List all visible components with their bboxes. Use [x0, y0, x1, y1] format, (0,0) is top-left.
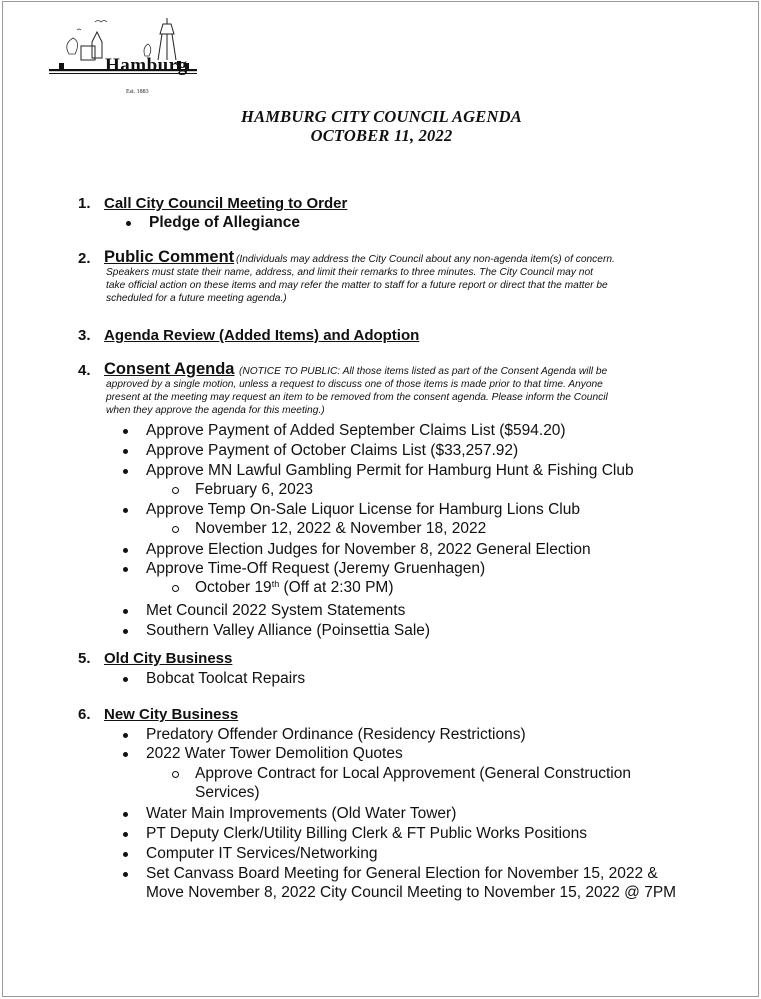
sub-list-item: Approve Contract for Local Approvement (General Construction: [195, 765, 676, 784]
sub-list-item: February 6, 2023: [195, 481, 634, 501]
sub-list-item-continued: Services): [195, 784, 260, 801]
section-heading-agenda-review: Agenda Review (Added Items) and Adoption: [104, 327, 420, 344]
list-item: Approve Payment of Added September Claims List ($594.20): [146, 422, 634, 442]
list-item: Southern Valley Alliance (Poinsettia Sale): [146, 622, 634, 642]
public-comment-note-first: (Individuals may address the City Council about any non-agenda item(s) of concern.: [236, 254, 615, 265]
consent-agenda-note: approved by a single motion, unless a request to discuss one of those items is made prior to that time. Anyone present at the meeting may request an item to be removed from the consent agenda. Please inform the Council when they approve the agenda for this meeting.): [106, 379, 608, 416]
public-comment-note: Speakers must state their name, address, and limit their remarks to three minutes. The City Council may not take official action on these items and may refer the matter to staff for a future report or direct that the matter be scheduled for a future meeting agenda.): [106, 267, 608, 304]
sub-list-item: November 12, 2022 & November 18, 2022: [195, 520, 634, 541]
list-item: Set Canvass Board Meeting for General Election for November 15, 2022 &: [146, 865, 676, 884]
list-item: Bobcat Toolcat Repairs: [146, 670, 305, 688]
section-heading-consent-agenda: Consent Agenda: [104, 360, 235, 378]
logo-established: Est. 1883: [126, 89, 149, 95]
agenda-date: OCTOBER 11, 2022: [310, 126, 453, 145]
list-item: Pledge of Allegiance: [149, 214, 300, 232]
list-item: Approve MN Lawful Gambling Permit for Hamburg Hunt & Fishing Club: [146, 462, 634, 481]
section-number: 5.: [78, 650, 91, 667]
section-heading-public-comment: Public Comment: [104, 248, 235, 266]
section-number: 3.: [78, 327, 91, 344]
section-number: 2.: [78, 250, 91, 267]
consent-agenda-list: [146, 422, 634, 642]
section-number: 4.: [78, 362, 91, 379]
list-item: Computer IT Services/Networking: [146, 845, 676, 865]
list-item: 2022 Water Tower Demolition Quotes: [146, 745, 676, 765]
section-heading-old-business: Old City Business: [104, 650, 233, 667]
list-item: PT Deputy Clerk/Utility Billing Clerk & FT Public Works Positions: [146, 825, 676, 845]
new-business-list: [146, 726, 676, 903]
old-business-list: [146, 670, 305, 688]
sub-list-item: October 19th (Off at 2:30 PM): [195, 579, 634, 602]
logo-text: Hamburg: [105, 55, 188, 76]
section-heading-call-to-order: Call City Council Meeting to Order: [104, 195, 348, 212]
hamburg-logo: [47, 14, 199, 95]
list-item: Approve Temp On-Sale Liquor License for Hamburg Lions Club: [146, 501, 634, 520]
consent-note-first: (NOTICE TO PUBLIC: All those items listed as part of the Consent Agenda will be: [239, 366, 608, 377]
agenda-title: HAMBURG CITY COUNCIL AGENDA: [241, 107, 522, 126]
list-item: Water Main Improvements (Old Water Tower): [146, 805, 676, 825]
section-1-list: [149, 214, 300, 232]
section-number: 6.: [78, 706, 91, 723]
agenda-page: [2, 1, 759, 997]
list-item: Predatory Offender Ordinance (Residency Restrictions): [146, 726, 676, 745]
list-item: Met Council 2022 System Statements: [146, 602, 634, 622]
section-heading-new-business: New City Business: [104, 706, 239, 723]
town-skyline-icon: [47, 14, 199, 90]
list-item: Approve Election Judges for November 8, 2022 General Election: [146, 541, 634, 560]
list-item: Approve Payment of October Claims List ($33,257.92): [146, 442, 634, 462]
list-item-continued: Move November 8, 2022 City Council Meeting to November 15, 2022 @ 7PM: [146, 884, 677, 901]
section-number: 1.: [78, 195, 91, 212]
list-item: Approve Time-Off Request (Jeremy Gruenhagen): [146, 560, 634, 579]
